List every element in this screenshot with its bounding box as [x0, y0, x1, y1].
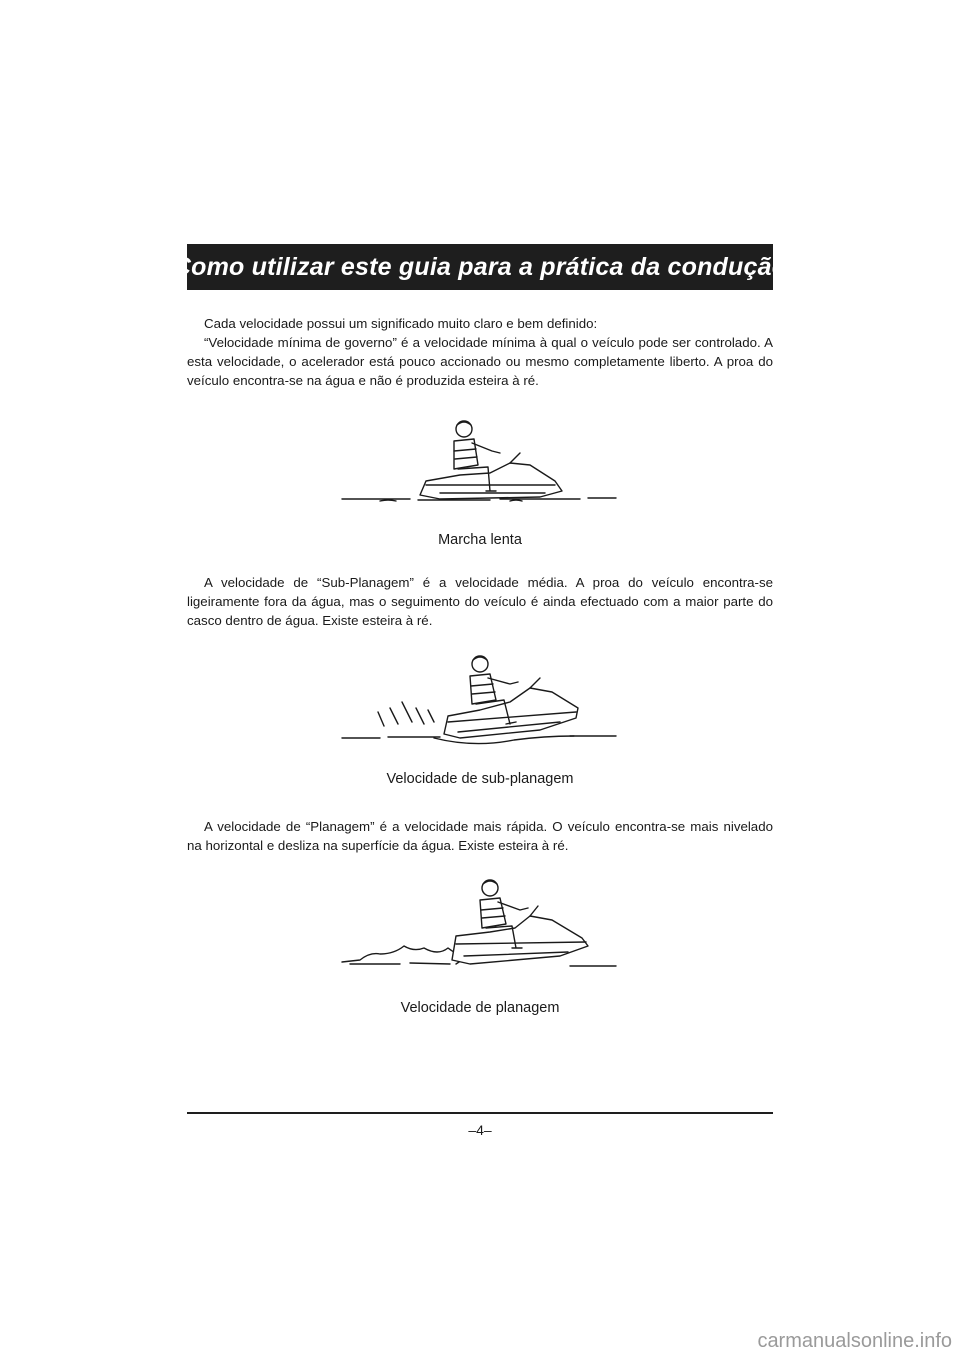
paragraph-block-idle	[187, 314, 773, 390]
paragraph-block-planing	[187, 817, 773, 855]
page-number: –4–	[468, 1122, 492, 1138]
footer-divider	[187, 1112, 773, 1114]
illustration-planing-speed	[340, 876, 620, 976]
illustration-sub-planing-speed	[340, 652, 620, 756]
figure-caption: Marcha lenta	[438, 532, 522, 548]
figure-caption: Velocidade de planagem	[400, 1000, 560, 1016]
paragraph: A velocidade de “Planagem” é a velocidade mais rápida. O veículo encontra-se mais nivelado na horizontal e desliza na superfície da água. Existe esteira à ré.	[187, 819, 773, 853]
paragraph: Cada velocidade possui um significado muito claro e bem definido:	[204, 316, 598, 331]
illustration-idle-speed	[340, 415, 620, 515]
paragraph: A velocidade de “Sub-Planagem” é a velocidade média. A proa do veículo encontra-se ligeiramente fora da água, mas o seguimento do veículo é ainda efectuado com a maior parte do casco dentro de água. Existe esteira à ré.	[187, 575, 773, 628]
watermark: carmanualsonline.info	[757, 1330, 952, 1352]
paragraph-block-sub-planing	[187, 573, 773, 630]
paragraph: “Velocidade mínima de governo” é a velocidade mínima à qual o veículo pode ser controlado. A esta velocidade, o acelerador está pouco accionado ou mesmo completamente liberto. A proa do veículo encontra-se na água e não é produzida esteira à ré.	[187, 335, 773, 388]
figure-caption: Velocidade de sub-planagem	[386, 771, 574, 787]
page-title: Como utilizar este guia para a prática da condução	[172, 252, 788, 281]
section-title-banner	[172, 244, 788, 290]
